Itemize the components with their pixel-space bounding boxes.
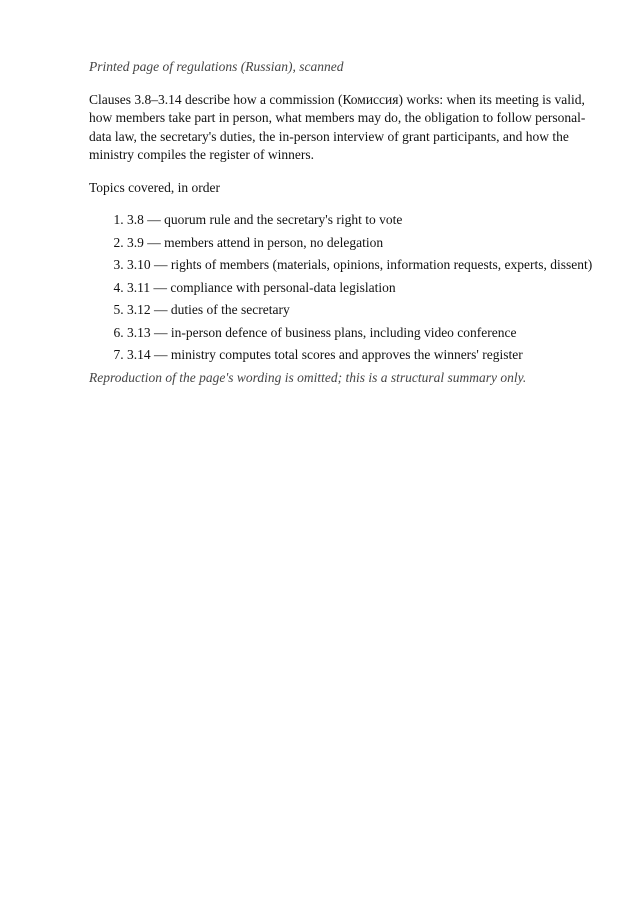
- outline-item: 1. 3.8 — quorum rule and the secretary's right to vote: [127, 211, 595, 230]
- topic-outline: [89, 211, 595, 365]
- document-kind: Printed page of regulations (Russian), scanned: [89, 59, 344, 74]
- outline-item: 7. 3.14 — ministry computes total scores and approves the winners' register: [127, 346, 595, 365]
- outline-item: 6. 3.13 — in-person defence of business plans, including video conference: [127, 324, 595, 343]
- document-page: [89, 58, 595, 401]
- outline-item: 3. 3.10 — rights of members (materials, opinions, information requests, experts, dissent): [127, 256, 595, 275]
- outline-title: Topics covered, in order: [89, 179, 221, 195]
- outline-item: 2. 3.9 — members attend in person, no delegation: [127, 234, 595, 253]
- document-summary: Clauses 3.8–3.14 describe how a commission (Комиссия) works: when its meeting is valid, how members take part in person, what members may do, the obligation to follow personal-data law, the secretary's duties, the in-person interview of grant participants, and how the ministry compiles the register of winners.: [89, 91, 586, 162]
- document-note: Reproduction of the page's wording is omitted; this is a structural summary only.: [89, 369, 527, 385]
- outline-item: 5. 3.12 — duties of the secretary: [127, 301, 595, 320]
- outline-item: 4. 3.11 — compliance with personal-data legislation: [127, 279, 595, 298]
